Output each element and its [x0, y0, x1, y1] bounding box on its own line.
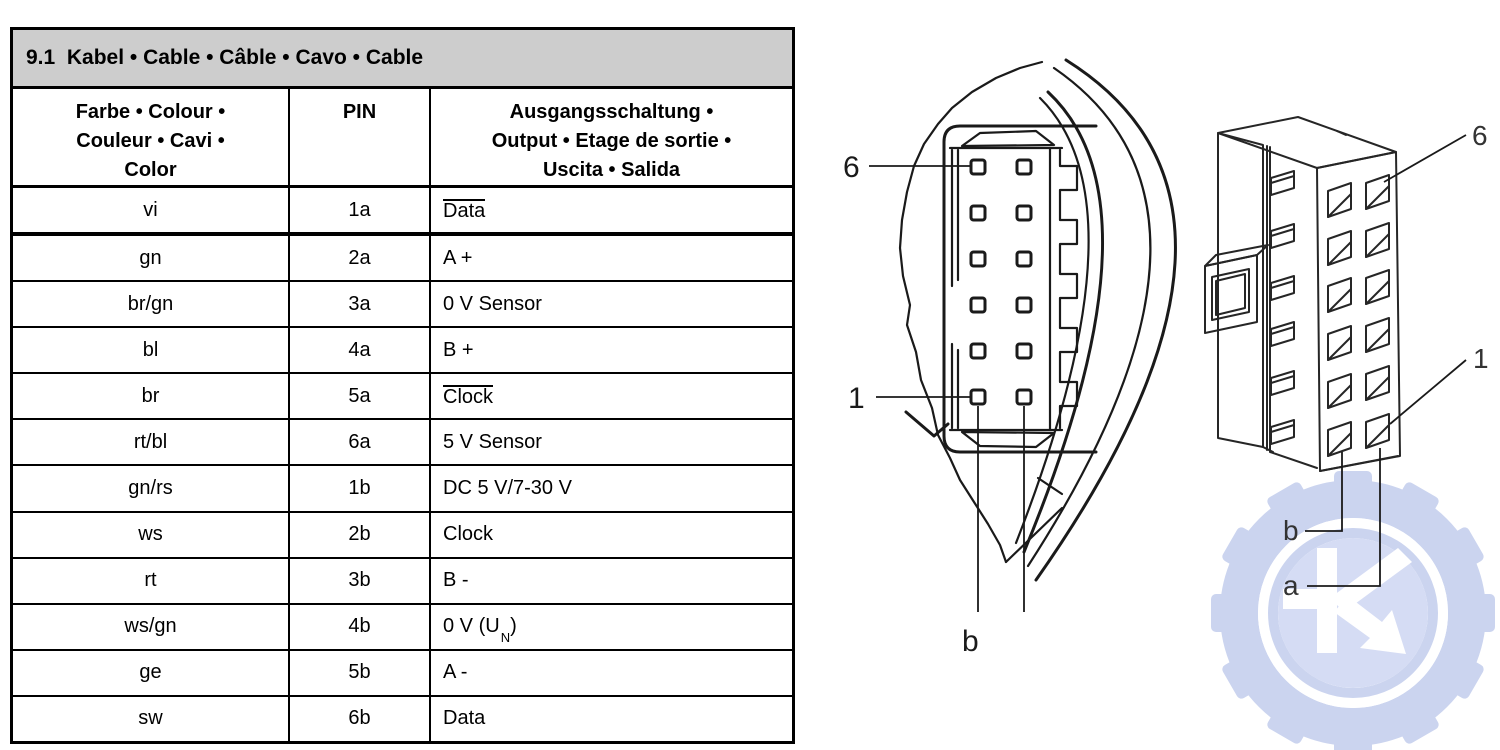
output-text: DC 5 V/7-30 V	[443, 477, 572, 499]
cell-pin: 4a	[290, 328, 431, 372]
iso-view-label-6: 6	[1472, 120, 1488, 151]
cell-wire-color: bl	[13, 328, 290, 372]
front-view-label-1: 1	[848, 382, 865, 415]
cell-output	[431, 697, 792, 741]
header-line: Uscita • Salida	[542, 159, 681, 181]
iso-hole	[1328, 422, 1351, 456]
cell-output	[431, 466, 792, 510]
table-row	[13, 282, 792, 328]
iso-hole	[1366, 318, 1389, 352]
header-line: Couleur • Cavi •	[76, 130, 225, 152]
iso-hole	[1328, 278, 1351, 312]
cell-output	[431, 605, 792, 649]
iso-view-label-a: a	[1283, 570, 1299, 601]
iso-hole	[1366, 223, 1389, 257]
cell-pin: 5a	[290, 374, 431, 418]
header-line: Farbe • Colour •	[75, 101, 226, 123]
iso-hole	[1328, 231, 1351, 265]
pin-square	[971, 252, 985, 266]
cable-pinout-table	[10, 27, 795, 744]
pin-square	[971, 298, 985, 312]
pin-square	[971, 344, 985, 358]
pin-square	[1017, 206, 1031, 220]
iso-hole	[1366, 270, 1389, 304]
table-row	[13, 188, 792, 236]
cell-pin: 2b	[290, 513, 431, 557]
iso-side-tab	[1271, 322, 1294, 346]
table-row	[13, 328, 792, 374]
output-text: Clock	[443, 523, 494, 546]
pin-square	[1017, 344, 1031, 358]
cell-pin: 3a	[290, 282, 431, 326]
cell-wire-color: gn	[13, 236, 290, 280]
iso-hole	[1366, 414, 1389, 448]
iso-side-tab	[1271, 420, 1294, 444]
cell-output	[431, 513, 792, 557]
header-line: Output • Etage de sortie •	[491, 130, 732, 152]
cell-pin: 1b	[290, 466, 431, 510]
front-view-label-6: 6	[843, 151, 860, 184]
iso-hole	[1328, 326, 1351, 360]
cell-wire-color: ws	[13, 513, 290, 557]
table-row	[13, 559, 792, 605]
output-subscript: N	[500, 629, 511, 645]
header-cell-pin	[290, 89, 431, 185]
cell-pin: 2a	[290, 236, 431, 280]
pin-square	[971, 160, 985, 174]
cell-wire-color: ws/gn	[13, 605, 290, 649]
output-text-overlined: Clock	[443, 385, 494, 408]
iso-latch	[1205, 245, 1268, 333]
output-text: 5 V Sensor	[443, 430, 542, 453]
cell-output	[431, 651, 792, 695]
header-line: PIN	[342, 101, 377, 123]
table-row	[13, 374, 792, 420]
table-header-row	[13, 89, 792, 188]
output-text: A +	[443, 246, 473, 269]
top-key-slot	[962, 131, 1054, 146]
iso-side-tab	[1271, 371, 1294, 395]
cell-output	[431, 559, 792, 603]
cell-pin: 5b	[290, 651, 431, 695]
band-tick	[1038, 478, 1062, 494]
cell-wire-color: rt	[13, 559, 290, 603]
cell-pin: 1a	[290, 188, 431, 232]
output-text: )	[510, 615, 517, 638]
pin-square	[1017, 252, 1031, 266]
header-cell-output	[431, 89, 792, 185]
table-row	[13, 651, 792, 697]
table-row	[13, 697, 792, 741]
cell-output	[431, 236, 792, 280]
iso-side-tab	[1271, 224, 1294, 248]
pin-grid	[971, 160, 1031, 404]
cell-wire-color: rt/bl	[13, 420, 290, 464]
table-title: 9.1 Kabel • Cable • Câble • Cavo • Cable	[13, 30, 792, 89]
iso-leader-1	[1390, 360, 1466, 424]
output-text: A -	[443, 661, 468, 684]
output-text-overlined: Data	[443, 199, 486, 222]
housing-band-inner	[1024, 92, 1103, 552]
cell-wire-color: ge	[13, 651, 290, 695]
pin-square	[971, 206, 985, 220]
cell-wire-color: gn/rs	[13, 466, 290, 510]
output-text: Data	[443, 707, 486, 730]
cell-pin: 4b	[290, 605, 431, 649]
header-line: Ausgangsschaltung •	[509, 101, 714, 123]
iso-bottom-edges	[1263, 447, 1398, 471]
output-text: B +	[443, 338, 474, 361]
watermark-gear-logo	[1211, 471, 1495, 750]
cell-pin: 3b	[290, 559, 431, 603]
housing-band-outer	[1036, 60, 1175, 580]
cell-output	[431, 420, 792, 464]
iso-hole	[1328, 183, 1351, 217]
header-line: Color	[124, 159, 177, 181]
iso-hole-grid	[1328, 175, 1389, 456]
iso-side-tab	[1271, 171, 1294, 195]
cell-output	[431, 188, 792, 232]
cell-pin: 6a	[290, 420, 431, 464]
bottom-key-slot	[962, 432, 1054, 447]
break-arrow-mark	[906, 412, 948, 436]
iso-hole	[1366, 366, 1389, 400]
output-text: 0 V (U	[443, 615, 500, 638]
table-row	[13, 605, 792, 651]
table-row	[13, 420, 792, 466]
connector-front-view	[843, 60, 1175, 658]
front-view-label-b: b	[962, 625, 979, 658]
cell-wire-color: vi	[13, 188, 290, 232]
pin-square	[1017, 390, 1031, 404]
table-row	[13, 236, 792, 282]
cell-output	[431, 374, 792, 418]
cell-output	[431, 282, 792, 326]
cell-output	[431, 328, 792, 372]
iso-hole	[1328, 374, 1351, 408]
table-row	[13, 513, 792, 559]
iso-view-label-1: 1	[1473, 343, 1489, 374]
pin-square	[1017, 298, 1031, 312]
shell-left-inner-lines	[952, 150, 958, 428]
header-cell-color	[13, 89, 290, 185]
iso-side-tab	[1271, 276, 1294, 300]
pin-square	[1017, 160, 1031, 174]
iso-top-face	[1218, 117, 1396, 168]
cell-wire-color: br	[13, 374, 290, 418]
cell-wire-color: sw	[13, 697, 290, 741]
table-body	[13, 188, 792, 741]
table-row	[13, 466, 792, 512]
cell-wire-color: br/gn	[13, 282, 290, 326]
cell-pin: 6b	[290, 697, 431, 741]
pin-square	[971, 390, 985, 404]
output-text: B -	[443, 569, 469, 592]
iso-view-label-b: b	[1283, 515, 1299, 546]
output-text: 0 V Sensor	[443, 292, 542, 315]
iso-side-tabs	[1271, 171, 1294, 444]
